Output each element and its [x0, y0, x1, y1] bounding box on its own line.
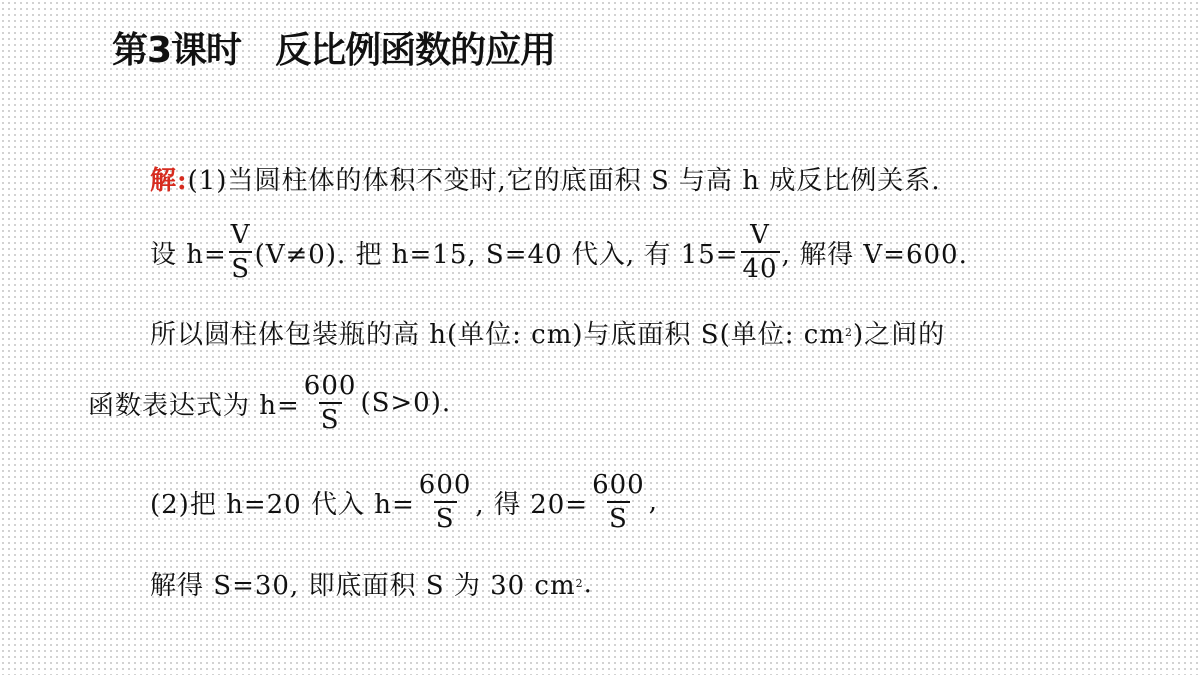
line3-text: 所以圆柱体包装瓶的高 h(单位: cm)与底面积 S(单位: cm [150, 320, 845, 350]
solution-line-2 [150, 222, 968, 282]
fraction-denominator: S [434, 501, 457, 532]
fraction-numerator: V [230, 220, 251, 250]
solution-line-1-text: (1)当圆柱体的体积不变时,它的底面积 S 与高 h 成反比例关系. [187, 166, 941, 196]
fraction-denominator: S [229, 251, 252, 282]
superscript: 2 [575, 577, 584, 590]
fraction-numerator: 600 [418, 470, 472, 500]
superscript: 2 [845, 326, 853, 339]
solution-line-6 [150, 565, 593, 602]
lesson-label: 第3课时 [112, 30, 242, 71]
page-title [112, 22, 555, 73]
line6-text: 解得 S=30, 即底面积 S 为 30 cm [150, 571, 576, 601]
line5-mid: , 得 20= [475, 489, 589, 520]
fraction-denominator: S [319, 402, 342, 433]
line2-mid: (V≠0). 把 h=15, S=40 代入, 有 15= [254, 239, 739, 270]
line4-post: (S>0). [360, 388, 452, 418]
line5-pre: (2)把 h=20 代入 h= [150, 489, 415, 520]
solution-line-5 [150, 472, 658, 532]
line5-post: , [648, 487, 658, 517]
lesson-topic: 反比例函数的应用 [275, 30, 556, 71]
fraction-numerator: 600 [592, 470, 645, 500]
solution-line-1 [150, 160, 941, 197]
fraction-v-over-s [229, 222, 253, 282]
fraction-600-over-s [302, 373, 359, 433]
line4-pre: 函数表达式为 h= [88, 390, 300, 421]
solution-line-3 [150, 314, 945, 351]
fraction-denominator: 40 [741, 251, 780, 282]
fraction-v-over-40 [741, 222, 780, 282]
line2-post: , 解得 V=600. [781, 239, 968, 270]
fraction-600-over-s [590, 472, 647, 532]
line2-pre: 设 h= [150, 239, 227, 270]
fraction-numerator: V [750, 220, 770, 250]
fraction-denominator: S [607, 501, 630, 532]
solution-line-4 [88, 373, 451, 433]
fraction-600-over-s [417, 472, 474, 532]
line6-post: . [583, 568, 593, 599]
line3-post: )之间的 [853, 320, 946, 350]
fraction-numerator: 600 [303, 371, 357, 401]
solution-label: 解: [150, 166, 188, 196]
